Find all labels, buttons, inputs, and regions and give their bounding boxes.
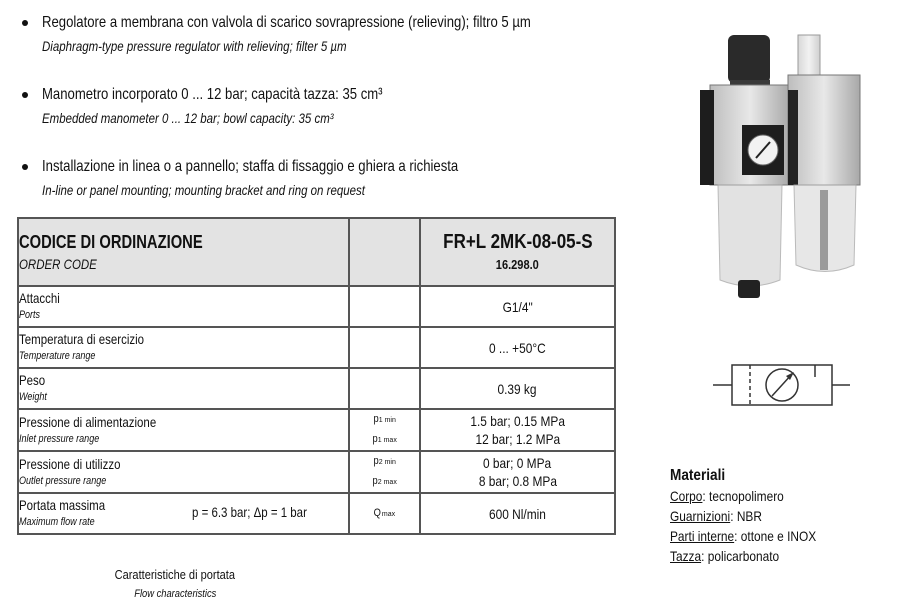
- materials-section: [670, 466, 842, 566]
- material-value: : ottone e INOX: [734, 528, 817, 544]
- order-code-table: [17, 217, 616, 535]
- row-label-it: Pressione di alimentazione: [19, 413, 157, 430]
- flow-title-it: Caratteristiche di portata: [114, 567, 236, 582]
- row-value-cell: [420, 327, 615, 368]
- order-code-number: 16.298.0: [495, 257, 539, 272]
- flow-condition: p = 6.3 bar; Δp = 1 bar: [192, 504, 307, 520]
- row-label-en: Outlet pressure range: [19, 474, 107, 487]
- symbol-sub: 2 max: [377, 479, 397, 486]
- symbol-sub: 2 min: [378, 459, 396, 466]
- table-row: [18, 493, 615, 534]
- row-label-it: Portata massima: [19, 497, 106, 513]
- feature-text-it: Manometro incorporato 0 ... 12 bar; capacità tazza: 35 cm³: [42, 86, 383, 103]
- material-value: : policarbonato: [701, 548, 780, 564]
- symbol-p1max: p: [372, 433, 378, 445]
- bullet-icon: [22, 92, 28, 98]
- feature-text-en: Embedded manometer 0 ... 12 bar; bowl capacity: 35 cm³: [42, 110, 334, 126]
- feature-item: [22, 86, 662, 158]
- material-value: : NBR: [730, 508, 762, 524]
- symbol-p2: p: [373, 455, 379, 467]
- table-row: [18, 286, 615, 327]
- header-code-cell: [420, 218, 615, 286]
- table-header-row: [18, 218, 615, 286]
- row-symbol-cell: [349, 493, 420, 534]
- header-title-en: ORDER CODE: [19, 256, 97, 272]
- row-label-en: Maximum flow rate: [19, 516, 95, 528]
- feature-item: [22, 14, 662, 86]
- row-value-min: 1.5 bar; 0.15 MPa: [470, 413, 565, 429]
- row-label-en: Temperature range: [19, 350, 96, 362]
- materials-title: Materiali: [670, 467, 726, 484]
- table-row: [18, 368, 615, 409]
- flow-title-en: Flow characteristics: [133, 588, 217, 600]
- row-label-it: Pressione di utilizzo: [19, 455, 121, 472]
- header-symbol-cell: [349, 218, 420, 286]
- row-value: G1/4": [502, 298, 533, 315]
- table-row: [18, 409, 615, 451]
- symbol-sub: 1 min: [378, 417, 396, 424]
- row-label-cell: [18, 368, 349, 409]
- feature-text-en: In-line or panel mounting; mounting bracket and ring on request: [42, 182, 365, 198]
- row-value-max: 12 bar; 1.2 MPa: [475, 431, 560, 447]
- material-value: : tecnopolimero: [702, 488, 784, 504]
- material-key: Corpo: [670, 488, 703, 504]
- row-value: 600 Nl/min: [488, 505, 546, 522]
- header-label-cell: [18, 218, 349, 286]
- row-label-cell: [18, 451, 349, 493]
- row-value: 0.39 kg: [497, 380, 537, 397]
- table-row: [18, 451, 615, 493]
- row-label-it: Peso: [19, 372, 46, 388]
- feature-list: [22, 14, 662, 230]
- row-label-it: Temperatura di esercizio: [19, 331, 145, 347]
- order-code: FR+L 2MK-08-05-S: [442, 231, 593, 253]
- material-key: Tazza: [670, 548, 702, 564]
- bullet-icon: [22, 20, 28, 26]
- material-key: Parti interne: [670, 528, 735, 544]
- row-value-cell: [420, 286, 615, 327]
- material-item: [670, 526, 816, 546]
- row-label-cell: [18, 409, 349, 451]
- row-label-cell: [18, 286, 349, 327]
- row-label-it: Attacchi: [19, 290, 60, 306]
- symbol-p1: p: [373, 413, 379, 425]
- pneumatic-symbol-icon: [710, 355, 850, 420]
- row-symbol-cell: [349, 451, 420, 493]
- row-value-max: 8 bar; 0.8 MPa: [478, 473, 557, 489]
- table-row: [18, 327, 615, 368]
- row-label-cell: [18, 327, 349, 368]
- bullet-icon: [22, 164, 28, 170]
- row-value-min: 0 bar; 0 MPa: [483, 455, 552, 471]
- row-value-cell: [420, 451, 615, 493]
- row-label-en: Weight: [19, 391, 47, 403]
- feature-text-it: Regolatore a membrana con valvola di scarico sovrapressione (relieving); filtro 5 µm: [42, 14, 531, 31]
- symbol-q: Q: [373, 506, 382, 519]
- row-label-cell: [18, 493, 349, 534]
- row-value: 0 ... +50°C: [489, 339, 546, 356]
- row-label-en: Ports: [19, 309, 41, 321]
- filter-regulator-lubricator-image: [700, 30, 870, 310]
- feature-text-en: Diaphragm-type pressure regulator with relieving; filter 5 µm: [42, 38, 347, 54]
- feature-text-it: Installazione in linea o a pannello; staffa di fissaggio e ghiera a richiesta: [42, 158, 459, 175]
- row-label-en: Inlet pressure range: [19, 432, 100, 445]
- material-item: [670, 546, 816, 566]
- row-symbol-cell: [349, 286, 420, 327]
- material-item: [670, 486, 816, 506]
- row-symbol-cell: [349, 368, 420, 409]
- row-value-cell: [420, 409, 615, 451]
- symbol-sub: max: [381, 510, 396, 518]
- material-key: Guarnizioni: [670, 508, 731, 524]
- symbol-p2max: p: [372, 475, 378, 487]
- row-symbol-cell: [349, 327, 420, 368]
- material-item: [670, 506, 816, 526]
- header-title-it: CODICE DI ORDINAZIONE: [19, 232, 203, 252]
- row-value-cell: [420, 493, 615, 534]
- symbol-sub: 1 max: [377, 437, 397, 444]
- row-value-cell: [420, 368, 615, 409]
- row-symbol-cell: [349, 409, 420, 451]
